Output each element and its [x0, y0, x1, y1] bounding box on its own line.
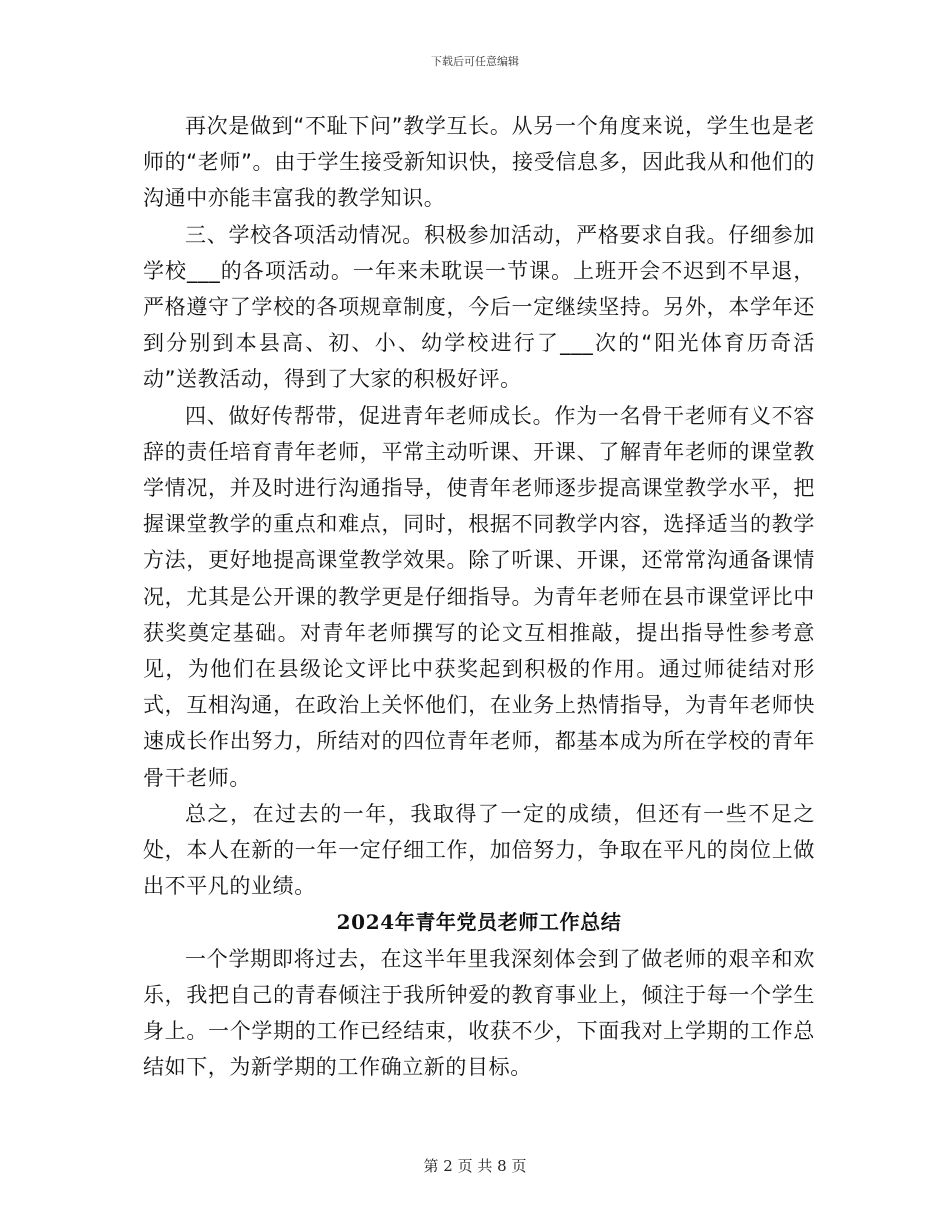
page-number-footer: 第 2 页 共 8 页 — [423, 1157, 527, 1175]
paragraph-mutual-learning: 再次是做到“不耻下问”教学互长。从另一个角度来说，学生也是老师的“老师”。由于学生接受新知识快，接受信息多，因此我从和他们的沟通中亦能丰富我的教学知识。 — [143, 114, 815, 211]
section-title: 2024年青年党员老师工作总结 — [336, 910, 622, 935]
page-header: 下载后可任意编辑 — [431, 55, 519, 68]
paragraph-mentoring: 四、做好传帮带，促进青年老师成长。作为一名骨干老师有义不容辞的责任培育青年老师，平常主动听课、开课、了解青年老师的课堂教学情况，并及时进行沟通指导，使青年老师逐步提高课堂教学水平，把握课堂教学的重点和难点，同时，根据不同教学内容，选择适当的教学方法，更好地提高课堂教学效果。除了听课、开课，还常常沟通备课情况，尤其是公开课的教学更是仔细指导。为青年老师在县市课堂评比中获奖奠定基础。对青年老师撰写的论文互相推敲，提出指导性参考意见，为他们在县级论文评比中获奖起到积极的作用。通过师徒结对形式，互相沟通，在政治上关怀他们，在业务上热情指导，为青年老师快速成长作出努力，所结对的四位青年老师，都基本成为所在学校的青年骨干老师。 — [143, 403, 815, 790]
document-body — [143, 108, 815, 1085]
paragraph-conclusion: 总之，在过去的一年，我取得了一定的成绩，但还有一些不足之处，本人在新的一年一定仔细工作，加倍努力，争取在平凡的岗位上做出不平凡的业绩。 — [143, 801, 815, 899]
paragraph-school-activities: 三、学校各项活动情况。积极参加活动，严格要求自我。仔细参加学校___的各项活动。一年来未耽误一节课。上班开会不迟到不早退，严格遵守了学校的各项规章制度，今后一定继续坚持。另外，本学年还到分别到本县高、初、小、幼学校进行了___次的“阳光体育历奇活动”送教活动，得到了大家的积极好评。 — [143, 222, 815, 392]
paragraph-section-intro: 一个学期即将过去，在这半年里我深刻体会到了做老师的艰辛和欢乐，我把自己的青春倾注于我所钟爱的教育事业上，倾注于每一个学生身上。一个学期的工作已经结束，收获不少，下面我对上学期的工作总结如下，为新学期的工作确立新的目标。 — [143, 946, 815, 1080]
